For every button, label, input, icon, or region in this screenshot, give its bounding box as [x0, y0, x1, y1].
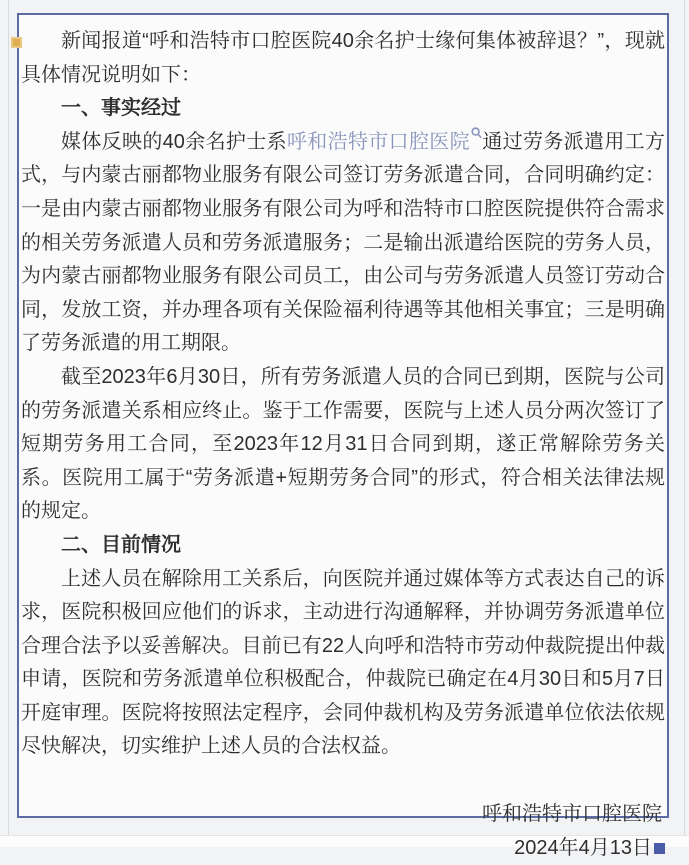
section1-paragraph2: 截至2023年6月30日，所有劳务派遣人员的合同已到期，医院与公司的劳务派遣关系相应终止。鉴于工作需要，医院与上述人员分两次签订了短期劳务用工合同，至2023年12月31日合同到期，遂正常解除劳务关系。医院用工属于“劳务派遣+短期劳务合同”的形式，符合相关法律法规的规定。 [21, 365, 665, 523]
document-frame [17, 13, 669, 859]
end-of-document-marker-square [654, 843, 665, 854]
search-icon [471, 127, 482, 139]
section2-heading: 二、目前情况 [61, 533, 181, 556]
signature-block [21, 798, 665, 865]
section2-paragraph1: 上述人员在解除用工关系后，向医院并通过媒体等方式表达自己的诉求，医院积极回应他们的诉求，主动进行沟通解释，并协调劳务派遣单位合理合法予以妥善解决。目前已有22人向呼和浩特市劳动仲裁院提出仲裁申请，医院和劳务派遣单位积极配合，仲裁院已确定在4月30日和5月7日开庭审理。医院将按照法定程序，会同仲裁机构及劳务派遣单位依法依规尽快解决，切实维护上述人员的合法权益。 [21, 567, 665, 758]
section1-paragraph1-text-before-link: 媒体反映的40余名护士系 [61, 130, 287, 153]
section1-paragraph1-text-after-link: 通过劳务派遣用工方式，与内蒙古丽都物业服务有限公司签订劳务派遣合同，合同明确约定：一是由内蒙古丽都物业服务有限公司为呼和浩特市口腔医院提供符合需求的相关劳务派遣人员和劳务派遣服务；二是输出派遣给医院的劳务人员，为内蒙古丽都物业服务有限公司员工，由公司与劳务派遣人员签订劳动合同，发放工资，并办理各项有关保险福利待遇等其他相关事宜；三是明确了劳务派遣的用工期限。 [21, 130, 666, 355]
left-edge-divider [8, 0, 9, 835]
hospital-link-text: 呼和浩特市口腔医院 [286, 130, 470, 153]
signature-date-text: 2024年4月13日 [514, 836, 652, 859]
signature-org-name: 呼和浩特市口腔医院 [482, 803, 662, 826]
section1-heading: 一、事实经过 [61, 97, 181, 120]
top-left-marker-square [11, 37, 22, 48]
document-body [19, 15, 667, 865]
intro-paragraph: 新闻报道“呼和浩特市口腔医院40余名护士缘何集体被辞退？”，现就具体情况说明如下： [21, 30, 665, 86]
signature-date-line [21, 832, 665, 865]
section1-paragraph1 [21, 126, 665, 361]
right-edge-divider [684, 0, 685, 835]
hospital-entity-link[interactable] [287, 131, 482, 153]
